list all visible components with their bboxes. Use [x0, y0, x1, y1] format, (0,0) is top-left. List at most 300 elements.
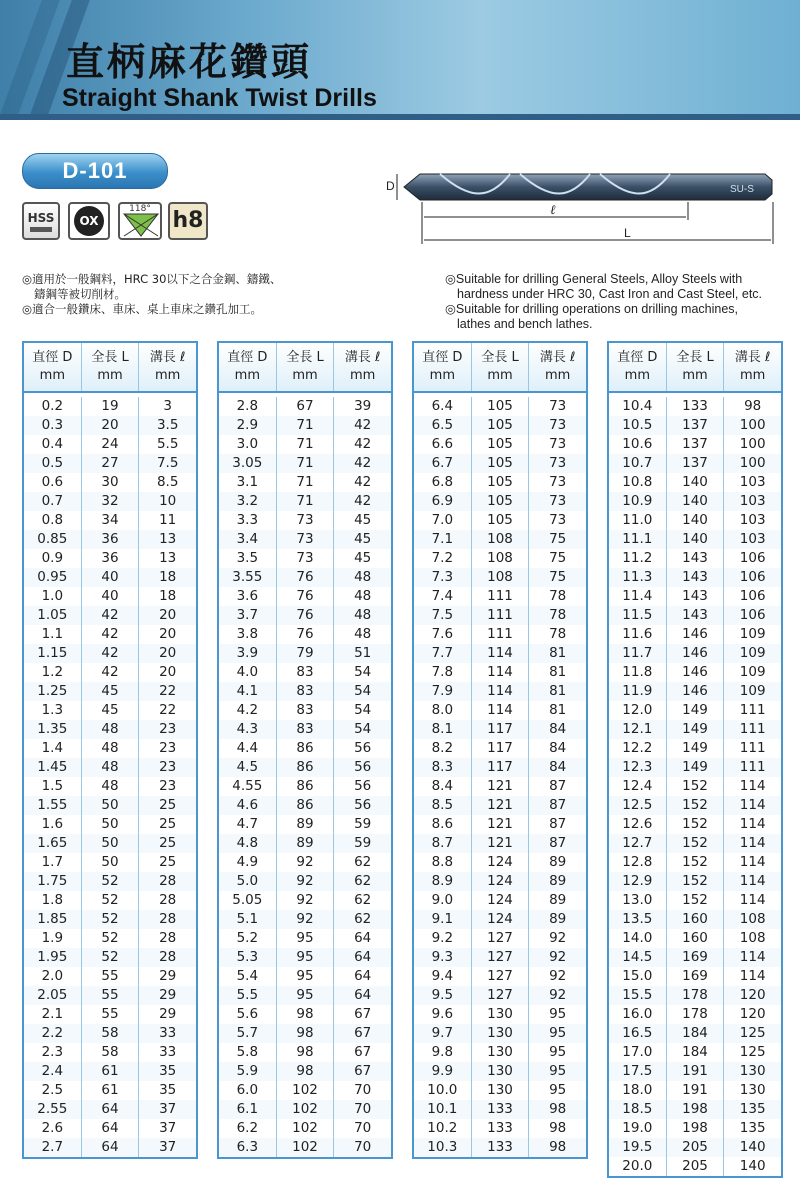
flute-length-cell: 135	[739, 1120, 766, 1136]
table-row	[219, 1081, 391, 1100]
diameter-cell: 6.7	[414, 454, 472, 473]
table-header	[609, 343, 781, 393]
flute-length-cell: 120	[739, 1006, 766, 1022]
diameter-cell: 18.0	[609, 1081, 667, 1100]
total-length-cell: 146	[667, 682, 725, 701]
flute-length-cell: 67	[354, 1006, 372, 1022]
total-length-cell: 133	[472, 1138, 530, 1157]
flute-length-cell: 37	[159, 1101, 177, 1117]
column-header-label: 溝長 ℓ	[344, 350, 381, 365]
table-row	[414, 663, 586, 682]
total-length-cell: 105	[472, 511, 530, 530]
diameter-cell: 6.0	[219, 1081, 277, 1100]
table-row	[219, 454, 391, 473]
diameter-cell: 3.2	[219, 492, 277, 511]
column-header	[667, 343, 725, 391]
flute-length-cell: 109	[739, 664, 766, 680]
total-length-cell: 86	[277, 777, 335, 796]
diameter-cell: 11.6	[609, 625, 667, 644]
diameter-cell: 11.5	[609, 606, 667, 625]
total-length-cell: 143	[667, 568, 725, 587]
total-length-cell: 152	[667, 872, 725, 891]
flute-length-cell: 29	[159, 987, 177, 1003]
flute-length-cell: 92	[549, 968, 567, 984]
flute-length-cell: 10	[159, 493, 177, 509]
table-row	[219, 473, 391, 492]
diameter-cell: 18.5	[609, 1100, 667, 1119]
column-header	[529, 343, 586, 391]
ox-label: OX	[74, 206, 104, 236]
total-length-cell: 130	[472, 1043, 530, 1062]
total-length-cell: 205	[667, 1138, 725, 1157]
total-length-cell: 48	[82, 758, 140, 777]
table-row	[609, 701, 781, 720]
table-row	[24, 1138, 196, 1157]
column-header-unit: mm	[545, 368, 571, 383]
flute-length-cell: 70	[354, 1101, 372, 1117]
table-row	[24, 986, 196, 1005]
hss-material-icon	[22, 202, 60, 240]
table-row	[24, 454, 196, 473]
column-header	[139, 343, 196, 391]
diameter-cell: 11.1	[609, 530, 667, 549]
diameter-cell: 6.5	[414, 416, 472, 435]
spec-table-3	[412, 341, 588, 1159]
flute-length-cell: 54	[354, 702, 372, 718]
diameter-cell: 11.8	[609, 663, 667, 682]
flute-length-cell: 103	[739, 474, 766, 490]
total-length-cell: 92	[277, 891, 335, 910]
total-length-cell: 95	[277, 948, 335, 967]
table-row	[219, 625, 391, 644]
column-header-label: 直徑 D	[32, 350, 73, 365]
total-length-cell: 102	[277, 1081, 335, 1100]
diameter-cell: 11.7	[609, 644, 667, 663]
total-length-cell: 52	[82, 910, 140, 929]
diameter-cell: 4.3	[219, 720, 277, 739]
diameter-cell: 4.8	[219, 834, 277, 853]
diameter-cell: 1.95	[24, 948, 82, 967]
diameter-cell: 10.0	[414, 1081, 472, 1100]
flute-length-cell: 8.5	[156, 474, 179, 490]
table-row	[219, 739, 391, 758]
flute-length-cell: 56	[354, 778, 372, 794]
flute-length-cell: 89	[549, 873, 567, 889]
table-row	[414, 1005, 586, 1024]
diameter-cell: 14.5	[609, 948, 667, 967]
description-line: ◎適用於一般鋼料，HRC 30以下之合金鋼、鑄鐵、	[22, 272, 282, 286]
flute-length-label: ℓ	[550, 202, 556, 217]
flute-length-cell: 92	[549, 949, 567, 965]
table-row	[609, 473, 781, 492]
table-row	[609, 739, 781, 758]
total-length-cell: 48	[82, 720, 140, 739]
flute-length-cell: 87	[549, 835, 567, 851]
total-length-cell: 191	[667, 1081, 725, 1100]
flute-length-cell: 67	[354, 1044, 372, 1060]
table-row	[219, 1119, 391, 1138]
table-row	[414, 834, 586, 853]
table-row	[24, 606, 196, 625]
flute-length-cell: 73	[549, 417, 567, 433]
diameter-cell: 3.3	[219, 511, 277, 530]
flute-length-cell: 33	[159, 1044, 177, 1060]
table-row	[219, 435, 391, 454]
diameter-cell: 12.3	[609, 758, 667, 777]
flute-length-cell: 87	[549, 778, 567, 794]
flute-length-cell: 29	[159, 1006, 177, 1022]
total-length-cell: 73	[277, 511, 335, 530]
flute-length-cell: 20	[159, 645, 177, 661]
flute-length-cell: 106	[739, 588, 766, 604]
flute-length-cell: 114	[739, 816, 766, 832]
total-length-cell: 95	[277, 986, 335, 1005]
total-length-cell: 52	[82, 891, 140, 910]
flute-length-cell: 51	[354, 645, 372, 661]
diameter-cell: 5.1	[219, 910, 277, 929]
spec-table-4	[607, 341, 783, 1178]
diameter-cell: 4.4	[219, 739, 277, 758]
total-length-cell: 184	[667, 1024, 725, 1043]
diameter-cell: 15.5	[609, 986, 667, 1005]
flute-length-cell: 114	[739, 892, 766, 908]
diameter-cell: 2.6	[24, 1119, 82, 1138]
total-length-cell: 92	[277, 853, 335, 872]
table-header	[414, 343, 586, 393]
description-line: hardness under HRC 30, Cast Iron and Cast Steel, etc.	[457, 287, 763, 301]
total-length-cell: 64	[82, 1138, 140, 1157]
flute-length-cell: 62	[354, 911, 372, 927]
table-body	[219, 393, 391, 1157]
table-row	[24, 777, 196, 796]
diameter-cell: 0.85	[24, 530, 82, 549]
diameter-cell: 1.8	[24, 891, 82, 910]
flute-length-cell: 108	[739, 911, 766, 927]
table-row	[609, 796, 781, 815]
flute-length-cell: 64	[354, 949, 372, 965]
total-length-cell: 45	[82, 701, 140, 720]
diameter-cell: 5.4	[219, 967, 277, 986]
diameter-cell: 7.8	[414, 663, 472, 682]
diameter-cell: 2.8	[219, 397, 277, 416]
diameter-cell: 16.5	[609, 1024, 667, 1043]
total-length-cell: 146	[667, 625, 725, 644]
flute-length-cell: 109	[739, 683, 766, 699]
table-row	[24, 815, 196, 834]
total-length-cell: 198	[667, 1119, 725, 1138]
table-row	[24, 644, 196, 663]
table-row	[609, 986, 781, 1005]
total-length-cell: 50	[82, 853, 140, 872]
total-length-cell: 124	[472, 891, 530, 910]
total-length-cell: 205	[667, 1157, 725, 1176]
table-row	[609, 663, 781, 682]
point-angle-icon	[118, 202, 162, 240]
table-row	[24, 834, 196, 853]
table-row	[219, 587, 391, 606]
column-header-unit: mm	[39, 368, 65, 383]
diameter-cell: 1.0	[24, 587, 82, 606]
total-length-cell: 114	[472, 701, 530, 720]
total-length-cell: 102	[277, 1100, 335, 1119]
diameter-cell: 3.4	[219, 530, 277, 549]
total-length-cell: 137	[667, 435, 725, 454]
table-row	[24, 492, 196, 511]
table-row	[219, 891, 391, 910]
table-row	[414, 796, 586, 815]
total-length-cell: 149	[667, 758, 725, 777]
flute-length-cell: 5.5	[156, 436, 179, 452]
diameter-cell: 2.2	[24, 1024, 82, 1043]
flute-length-cell: 100	[739, 455, 766, 471]
diameter-cell: 4.7	[219, 815, 277, 834]
diameter-cell: 15.0	[609, 967, 667, 986]
table-row	[414, 853, 586, 872]
diameter-cell: 1.3	[24, 701, 82, 720]
table-row	[219, 606, 391, 625]
diameter-cell: 0.6	[24, 473, 82, 492]
total-length-cell: 108	[472, 530, 530, 549]
flute-length-cell: 42	[354, 436, 372, 452]
diameter-cell: 1.15	[24, 644, 82, 663]
total-length-cell: 71	[277, 473, 335, 492]
diameter-cell: 5.05	[219, 891, 277, 910]
table-row	[414, 511, 586, 530]
column-header	[82, 343, 140, 391]
total-length-cell: 160	[667, 910, 725, 929]
diameter-cell: 1.2	[24, 663, 82, 682]
total-length-cell: 83	[277, 701, 335, 720]
flute-length-cell: 73	[549, 474, 567, 490]
total-length-cell: 19	[82, 397, 140, 416]
table-row	[609, 606, 781, 625]
diameter-cell: 12.5	[609, 796, 667, 815]
flute-length-cell: 140	[739, 1139, 766, 1155]
diameter-cell: 13.0	[609, 891, 667, 910]
diameter-cell: 0.4	[24, 435, 82, 454]
flute-length-cell: 48	[354, 607, 372, 623]
table-row	[24, 1024, 196, 1043]
column-header-unit: mm	[429, 368, 455, 383]
oxide-coating-icon	[68, 202, 110, 240]
hss-bar	[30, 227, 52, 232]
total-length-cell: 76	[277, 568, 335, 587]
total-length-cell: 76	[277, 606, 335, 625]
diameter-cell: 11.4	[609, 587, 667, 606]
diameter-cell: 5.2	[219, 929, 277, 948]
flute-length-cell: 64	[354, 968, 372, 984]
diameter-cell: 7.5	[414, 606, 472, 625]
flute-length-cell: 75	[549, 550, 567, 566]
table-row	[609, 492, 781, 511]
flute-length-cell: 28	[159, 930, 177, 946]
total-length-cell: 92	[277, 910, 335, 929]
table-row	[414, 416, 586, 435]
diameter-cell: 2.5	[24, 1081, 82, 1100]
spec-table-2	[217, 341, 393, 1159]
flute-length-cell: 33	[159, 1025, 177, 1041]
table-row	[219, 416, 391, 435]
total-length-cell: 73	[277, 530, 335, 549]
flute-length-cell: 89	[549, 911, 567, 927]
diameter-cell: 8.6	[414, 815, 472, 834]
table-row	[414, 910, 586, 929]
total-length-cell: 191	[667, 1062, 725, 1081]
table-row	[609, 587, 781, 606]
table-row	[219, 967, 391, 986]
flute-length-cell: 95	[549, 1063, 567, 1079]
description-line: ◎適合一般鑽床、車床、桌上車床之鑽孔加工。	[22, 302, 263, 316]
total-length-cell: 71	[277, 435, 335, 454]
flute-length-cell: 130	[739, 1082, 766, 1098]
flute-length-cell: 114	[739, 949, 766, 965]
diameter-cell: 6.8	[414, 473, 472, 492]
total-length-cell: 86	[277, 796, 335, 815]
angle-label: 118°	[129, 204, 151, 214]
flute-length-cell: 111	[739, 740, 766, 756]
diameter-cell: 1.55	[24, 796, 82, 815]
total-length-cell: 152	[667, 815, 725, 834]
flute-length-cell: 106	[739, 569, 766, 585]
flute-length-cell: 13	[159, 531, 177, 547]
column-header-unit: mm	[234, 368, 260, 383]
table-row	[609, 1100, 781, 1119]
diameter-cell: 6.6	[414, 435, 472, 454]
table-row	[414, 397, 586, 416]
flute-length-cell: 29	[159, 968, 177, 984]
column-header-label: 全長 L	[676, 350, 714, 365]
table-row	[414, 948, 586, 967]
flute-length-cell: 11	[159, 512, 177, 528]
table-row	[219, 1138, 391, 1157]
table-row	[219, 986, 391, 1005]
flute-length-cell: 20	[159, 664, 177, 680]
flute-length-cell: 95	[549, 1082, 567, 1098]
total-length-cell: 48	[82, 739, 140, 758]
total-length-cell: 58	[82, 1043, 140, 1062]
table-row	[219, 853, 391, 872]
table-row	[609, 872, 781, 891]
total-length-cell: 50	[82, 796, 140, 815]
total-length-cell: 98	[277, 1062, 335, 1081]
flute-length-cell: 25	[159, 835, 177, 851]
diameter-cell: 2.4	[24, 1062, 82, 1081]
column-header	[472, 343, 530, 391]
diameter-cell: 7.4	[414, 587, 472, 606]
diameter-cell: 0.5	[24, 454, 82, 473]
total-length-cell: 36	[82, 549, 140, 568]
diameter-cell: 12.4	[609, 777, 667, 796]
diameter-cell: 11.0	[609, 511, 667, 530]
column-header	[334, 343, 391, 391]
total-length-cell: 121	[472, 777, 530, 796]
total-length-cell: 40	[82, 568, 140, 587]
diameter-cell: 14.0	[609, 929, 667, 948]
flute-length-cell: 130	[739, 1063, 766, 1079]
flute-length-cell: 28	[159, 911, 177, 927]
table-row	[609, 568, 781, 587]
column-header-label: 溝長 ℓ	[539, 350, 576, 365]
table-row	[414, 1100, 586, 1119]
flute-length-cell: 109	[739, 645, 766, 661]
description-line: ◎Suitable for drilling operations on drilling machines,	[445, 302, 739, 316]
diameter-cell: 6.4	[414, 397, 472, 416]
total-length-cell: 98	[277, 1024, 335, 1043]
flute-length-cell: 103	[739, 512, 766, 528]
table-row	[414, 644, 586, 663]
diameter-cell: 4.6	[219, 796, 277, 815]
total-length-cell: 30	[82, 473, 140, 492]
flute-length-cell: 89	[549, 892, 567, 908]
total-length-cell: 124	[472, 853, 530, 872]
total-length-cell: 83	[277, 720, 335, 739]
flute-length-cell: 70	[354, 1082, 372, 1098]
total-length-cell: 102	[277, 1138, 335, 1157]
table-row	[414, 682, 586, 701]
diameter-cell: 1.75	[24, 872, 82, 891]
diameter-cell: 16.0	[609, 1005, 667, 1024]
total-length-cell: 198	[667, 1100, 725, 1119]
diameter-cell: 9.7	[414, 1024, 472, 1043]
diameter-cell: 9.3	[414, 948, 472, 967]
diameter-cell: 5.6	[219, 1005, 277, 1024]
diameter-cell: 3.5	[219, 549, 277, 568]
flute-length-cell: 48	[354, 588, 372, 604]
flute-length-cell: 3	[163, 398, 172, 414]
table-row	[609, 682, 781, 701]
flute-length-cell: 62	[354, 892, 372, 908]
total-length-cell: 130	[472, 1062, 530, 1081]
total-length-cell: 32	[82, 492, 140, 511]
flute-length-cell: 59	[354, 835, 372, 851]
diameter-cell: 8.0	[414, 701, 472, 720]
table-row	[219, 929, 391, 948]
total-length-cell: 137	[667, 454, 725, 473]
table-row	[219, 834, 391, 853]
table-row	[414, 454, 586, 473]
column-header	[414, 343, 472, 391]
table-row	[609, 549, 781, 568]
table-row	[24, 929, 196, 948]
description-english	[445, 272, 795, 332]
table-row	[24, 1119, 196, 1138]
flute-length-cell: 23	[159, 778, 177, 794]
total-length-cell: 117	[472, 758, 530, 777]
total-length-cell: 178	[667, 1005, 725, 1024]
page-title-chinese: 直柄麻花鑽頭	[66, 39, 313, 84]
total-length-cell: 105	[472, 454, 530, 473]
table-row	[219, 682, 391, 701]
diameter-cell: 7.3	[414, 568, 472, 587]
diameter-cell: 9.9	[414, 1062, 472, 1081]
diameter-cell: 10.1	[414, 1100, 472, 1119]
diameter-cell: 0.7	[24, 492, 82, 511]
total-length-cell: 114	[472, 682, 530, 701]
total-length-cell: 130	[472, 1024, 530, 1043]
total-length-cell: 169	[667, 967, 725, 986]
flute-length-cell: 59	[354, 816, 372, 832]
total-length-cell: 58	[82, 1024, 140, 1043]
diameter-cell: 10.6	[609, 435, 667, 454]
table-row	[24, 739, 196, 758]
flute-length-cell: 23	[159, 721, 177, 737]
flute-length-cell: 28	[159, 892, 177, 908]
total-length-cell: 92	[277, 872, 335, 891]
total-length-cell: 117	[472, 720, 530, 739]
total-length-cell: 121	[472, 834, 530, 853]
table-body	[609, 393, 781, 1176]
flute-length-cell: 42	[354, 455, 372, 471]
